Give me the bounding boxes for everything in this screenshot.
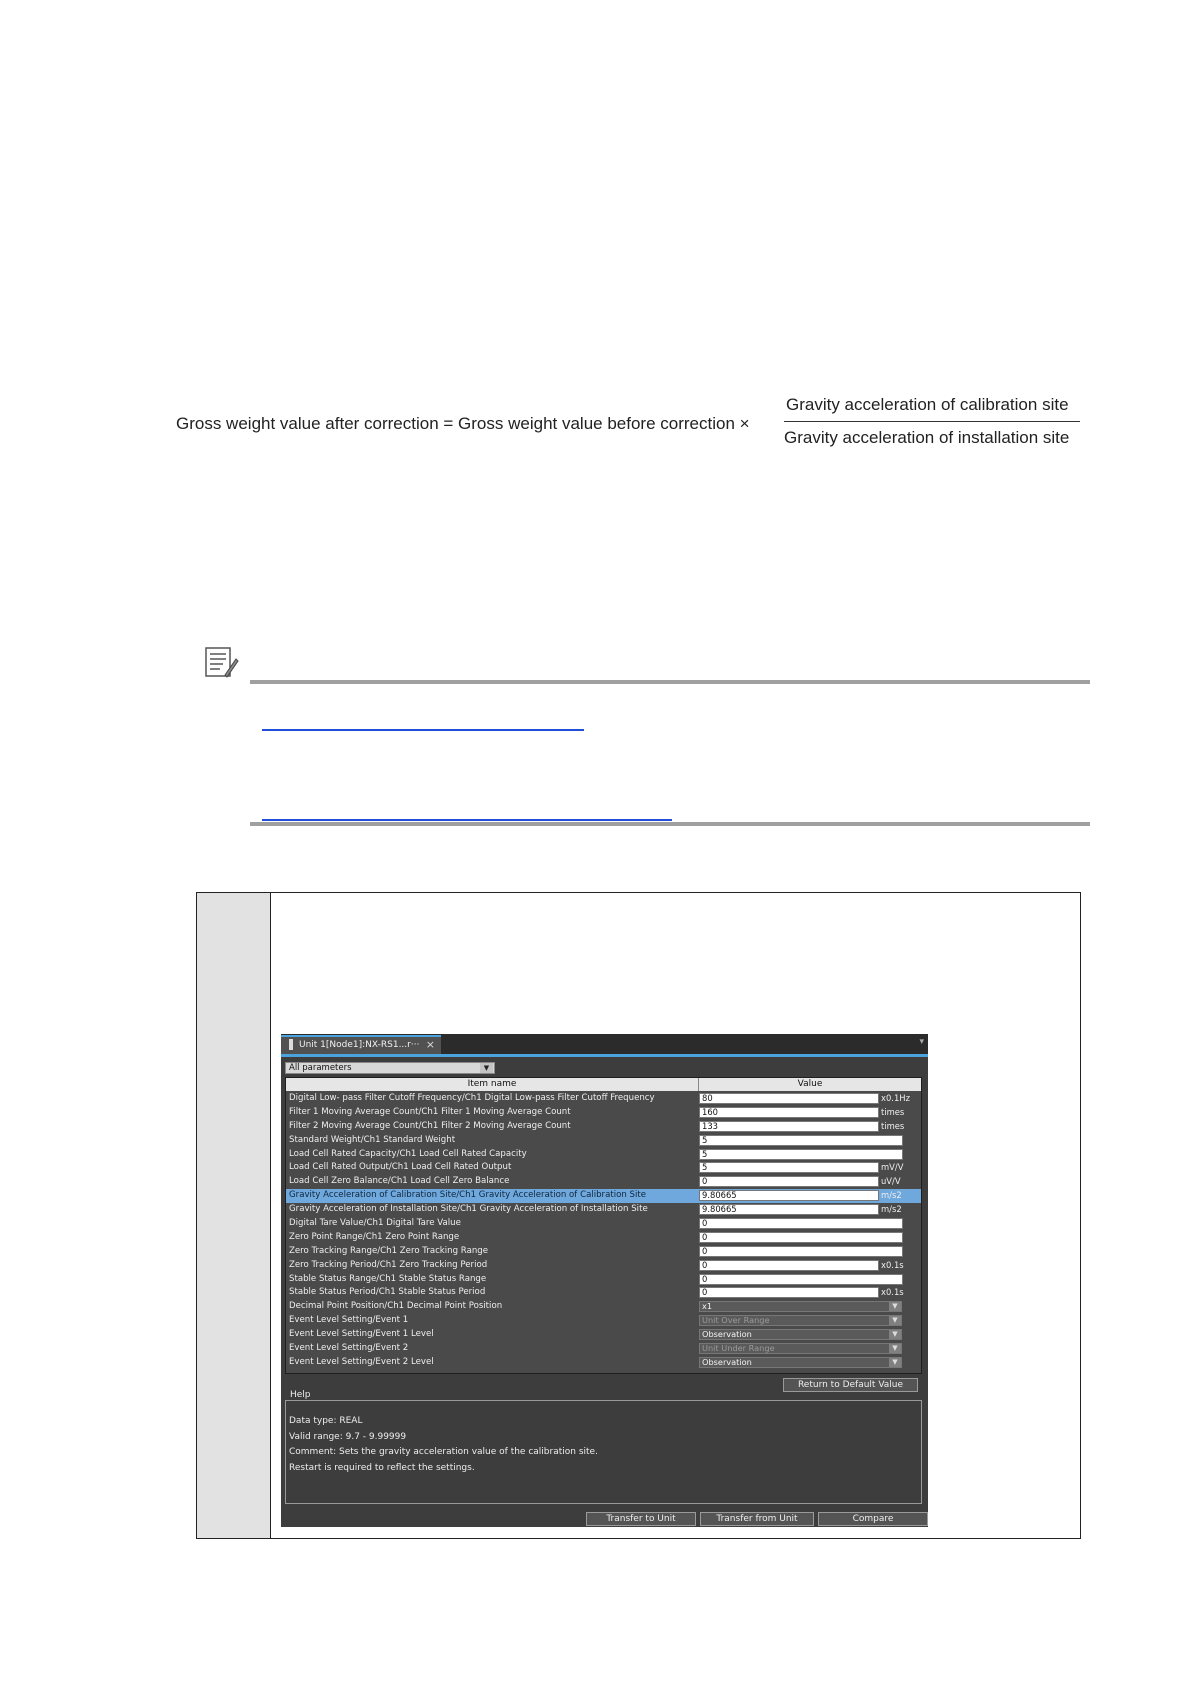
select-value: Observation [702, 1356, 752, 1367]
table-row[interactable] [286, 1231, 921, 1245]
procedure-step-column [197, 893, 271, 1538]
parameter-value-input[interactable]: 0 [699, 1246, 903, 1257]
parameter-value-input[interactable]: 133 [699, 1121, 879, 1132]
parameter-unit: times [881, 1120, 905, 1131]
parameter-rows [286, 1092, 921, 1370]
parameter-name: Event Level Setting/Event 1 Level [289, 1329, 434, 1340]
transfer-to-unit-button[interactable]: Transfer to Unit [586, 1512, 696, 1526]
table-row[interactable] [286, 1356, 921, 1370]
parameter-name: Digital Low- pass Filter Cutoff Frequency/Ch1 Digital Low-pass Filter Cutoff Frequency [289, 1093, 655, 1103]
unit-settings-window [281, 1034, 928, 1527]
parameter-name: Zero Tracking Range/Ch1 Zero Tracking Range [289, 1245, 489, 1256]
select-value: Unit Under Range [702, 1343, 775, 1354]
transfer-from-unit-button[interactable]: Transfer from Unit [700, 1512, 814, 1526]
parameter-value-select[interactable] [699, 1357, 902, 1368]
parameter-name: Gravity Acceleration of Calibration Site/Ch1 Gravity Acceleration of Calibration Site [289, 1190, 647, 1201]
table-row[interactable] [286, 1134, 921, 1148]
dropdown-arrow-icon[interactable]: ▼ [889, 1344, 901, 1353]
help-valid-range: Valid range: 9.7 - 9.99999 [289, 1431, 407, 1442]
parameter-name: Filter 1 Moving Average Count/Ch1 Filter 1 Moving Average Count [289, 1106, 571, 1117]
parameter-value-input[interactable]: 5 [699, 1149, 903, 1160]
table-row[interactable] [286, 1189, 921, 1203]
parameter-value-input[interactable]: 0 [699, 1232, 903, 1243]
parameter-value-input[interactable]: 0 [699, 1287, 879, 1298]
dropdown-arrow-icon[interactable]: ▼ [889, 1316, 901, 1325]
tab-unit-settings[interactable] [281, 1035, 441, 1054]
table-row[interactable] [286, 1314, 921, 1328]
dropdown-arrow-icon[interactable]: ▼ [889, 1330, 901, 1339]
table-row[interactable] [286, 1161, 921, 1175]
compare-button[interactable]: Compare [818, 1512, 928, 1526]
parameter-value-input[interactable]: 0 [699, 1176, 879, 1187]
help-text [289, 1414, 598, 1476]
parameter-unit: m/s2 [881, 1190, 902, 1201]
tab-accent-bar [281, 1054, 928, 1057]
close-icon[interactable]: × [425, 1038, 435, 1051]
note-memo-icon [203, 645, 239, 681]
reference-link-underline-1[interactable] [262, 729, 584, 731]
parameter-value-select [699, 1315, 902, 1326]
chevron-down-icon[interactable]: ▾ [919, 1037, 924, 1047]
parameter-name: Zero Point Range/Ch1 Zero Point Range [289, 1231, 460, 1242]
parameter-unit: x0.1s [881, 1259, 904, 1270]
table-row[interactable] [286, 1245, 921, 1259]
parameter-value-input[interactable]: 80 [699, 1093, 879, 1104]
parameter-name: Stable Status Period/Ch1 Stable Status Period [289, 1287, 486, 1298]
table-row[interactable] [286, 1259, 921, 1273]
parameter-unit: mV/V [881, 1162, 904, 1173]
select-value: x1 [702, 1301, 713, 1312]
formula-denominator: Gravity acceleration of installation site [784, 428, 1070, 447]
parameter-value-input[interactable]: 0 [699, 1260, 879, 1271]
column-header-value: Value [797, 1079, 823, 1089]
table-row[interactable] [286, 1273, 921, 1287]
parameter-name: Stable Status Range/Ch1 Stable Status Range [289, 1273, 487, 1284]
parameter-filter-select[interactable] [285, 1062, 495, 1074]
table-row[interactable] [286, 1092, 921, 1106]
help-restart-note: Restart is required to reflect the settings. [289, 1462, 475, 1473]
table-row[interactable] [286, 1286, 921, 1300]
parameter-name: Filter 2 Moving Average Count/Ch1 Filter 2 Moving Average Count [289, 1120, 571, 1131]
table-row[interactable] [286, 1106, 921, 1120]
parameter-name: Event Level Setting/Event 2 [289, 1343, 409, 1354]
parameter-name: Zero Tracking Period/Ch1 Zero Tracking Period [289, 1259, 488, 1270]
parameter-value-input[interactable]: 5 [699, 1135, 903, 1146]
help-comment: Comment: Sets the gravity acceleration value of the calibration site. [289, 1447, 598, 1457]
parameter-grid [285, 1077, 922, 1374]
parameter-name: Standard Weight/Ch1 Standard Weight [289, 1134, 456, 1145]
parameter-unit: m/s2 [881, 1204, 902, 1215]
table-row[interactable] [286, 1148, 921, 1162]
dropdown-arrow-icon[interactable]: ▼ [889, 1358, 901, 1367]
parameter-value-input[interactable]: 9.80665 [699, 1190, 879, 1201]
select-value: Unit Over Range [702, 1315, 770, 1326]
tab-title: Unit 1[Node1]:NX-RS1...r··· [299, 1040, 420, 1050]
parameter-unit: times [881, 1106, 905, 1117]
filter-value: All parameters [289, 1063, 352, 1073]
formula-left-side: Gross weight value after correction = Gross weight value before correction × [176, 414, 750, 433]
table-row[interactable] [286, 1203, 921, 1217]
parameter-name: Event Level Setting/Event 1 [289, 1315, 409, 1326]
parameter-value-input[interactable]: 9.80665 [699, 1204, 879, 1215]
parameter-unit: x0.1s [881, 1287, 904, 1298]
help-data-type: Data type: REAL [289, 1416, 363, 1426]
parameter-value-input[interactable]: 0 [699, 1274, 903, 1285]
dropdown-arrow-icon[interactable]: ▼ [480, 1063, 493, 1073]
parameter-value-input[interactable]: 5 [699, 1162, 879, 1173]
dropdown-arrow-icon[interactable]: ▼ [889, 1302, 901, 1311]
table-row[interactable] [286, 1300, 921, 1314]
tab-bar [281, 1034, 928, 1054]
table-row[interactable] [286, 1217, 921, 1231]
reference-link-underline-2[interactable] [262, 819, 672, 821]
parameter-name: Load Cell Rated Capacity/Ch1 Load Cell Rated Capacity [289, 1148, 527, 1159]
parameter-value-input[interactable]: 160 [699, 1107, 879, 1118]
fraction-bar [784, 421, 1080, 422]
parameter-value-select[interactable] [699, 1329, 902, 1340]
help-title: Help [287, 1390, 314, 1400]
select-value: Observation [702, 1329, 752, 1340]
table-row[interactable] [286, 1342, 921, 1356]
parameter-name: Event Level Setting/Event 2 Level [289, 1356, 434, 1367]
parameter-name: Gravity Acceleration of Installation Site/Ch1 Gravity Acceleration of Installation Site [289, 1204, 648, 1215]
parameter-unit: uV/V [881, 1176, 901, 1187]
table-row[interactable] [286, 1328, 921, 1342]
grid-header [286, 1078, 921, 1091]
parameter-name: Load Cell Zero Balance/Ch1 Load Cell Zero Balance [289, 1176, 510, 1187]
column-header-item-name: Item name [286, 1078, 699, 1091]
parameter-value-select [699, 1343, 902, 1354]
parameter-name: Decimal Point Position/Ch1 Decimal Point Position [289, 1301, 503, 1312]
parameter-name: Load Cell Rated Output/Ch1 Load Cell Rated Output [289, 1162, 512, 1173]
note-top-rule [250, 680, 1090, 684]
parameter-value-input[interactable]: 0 [699, 1218, 903, 1229]
note-bottom-rule [250, 822, 1090, 826]
parameter-name: Digital Tare Value/Ch1 Digital Tare Value [289, 1218, 461, 1229]
table-row[interactable] [286, 1120, 921, 1134]
gravity-correction-formula [176, 395, 1086, 455]
formula-numerator: Gravity acceleration of calibration site [786, 395, 1069, 414]
parameter-unit: x0.1Hz [881, 1093, 910, 1103]
parameter-value-select[interactable] [699, 1301, 902, 1312]
table-row[interactable] [286, 1175, 921, 1189]
unit-icon [289, 1039, 293, 1050]
return-to-default-button[interactable]: Return to Default Value [783, 1378, 918, 1392]
